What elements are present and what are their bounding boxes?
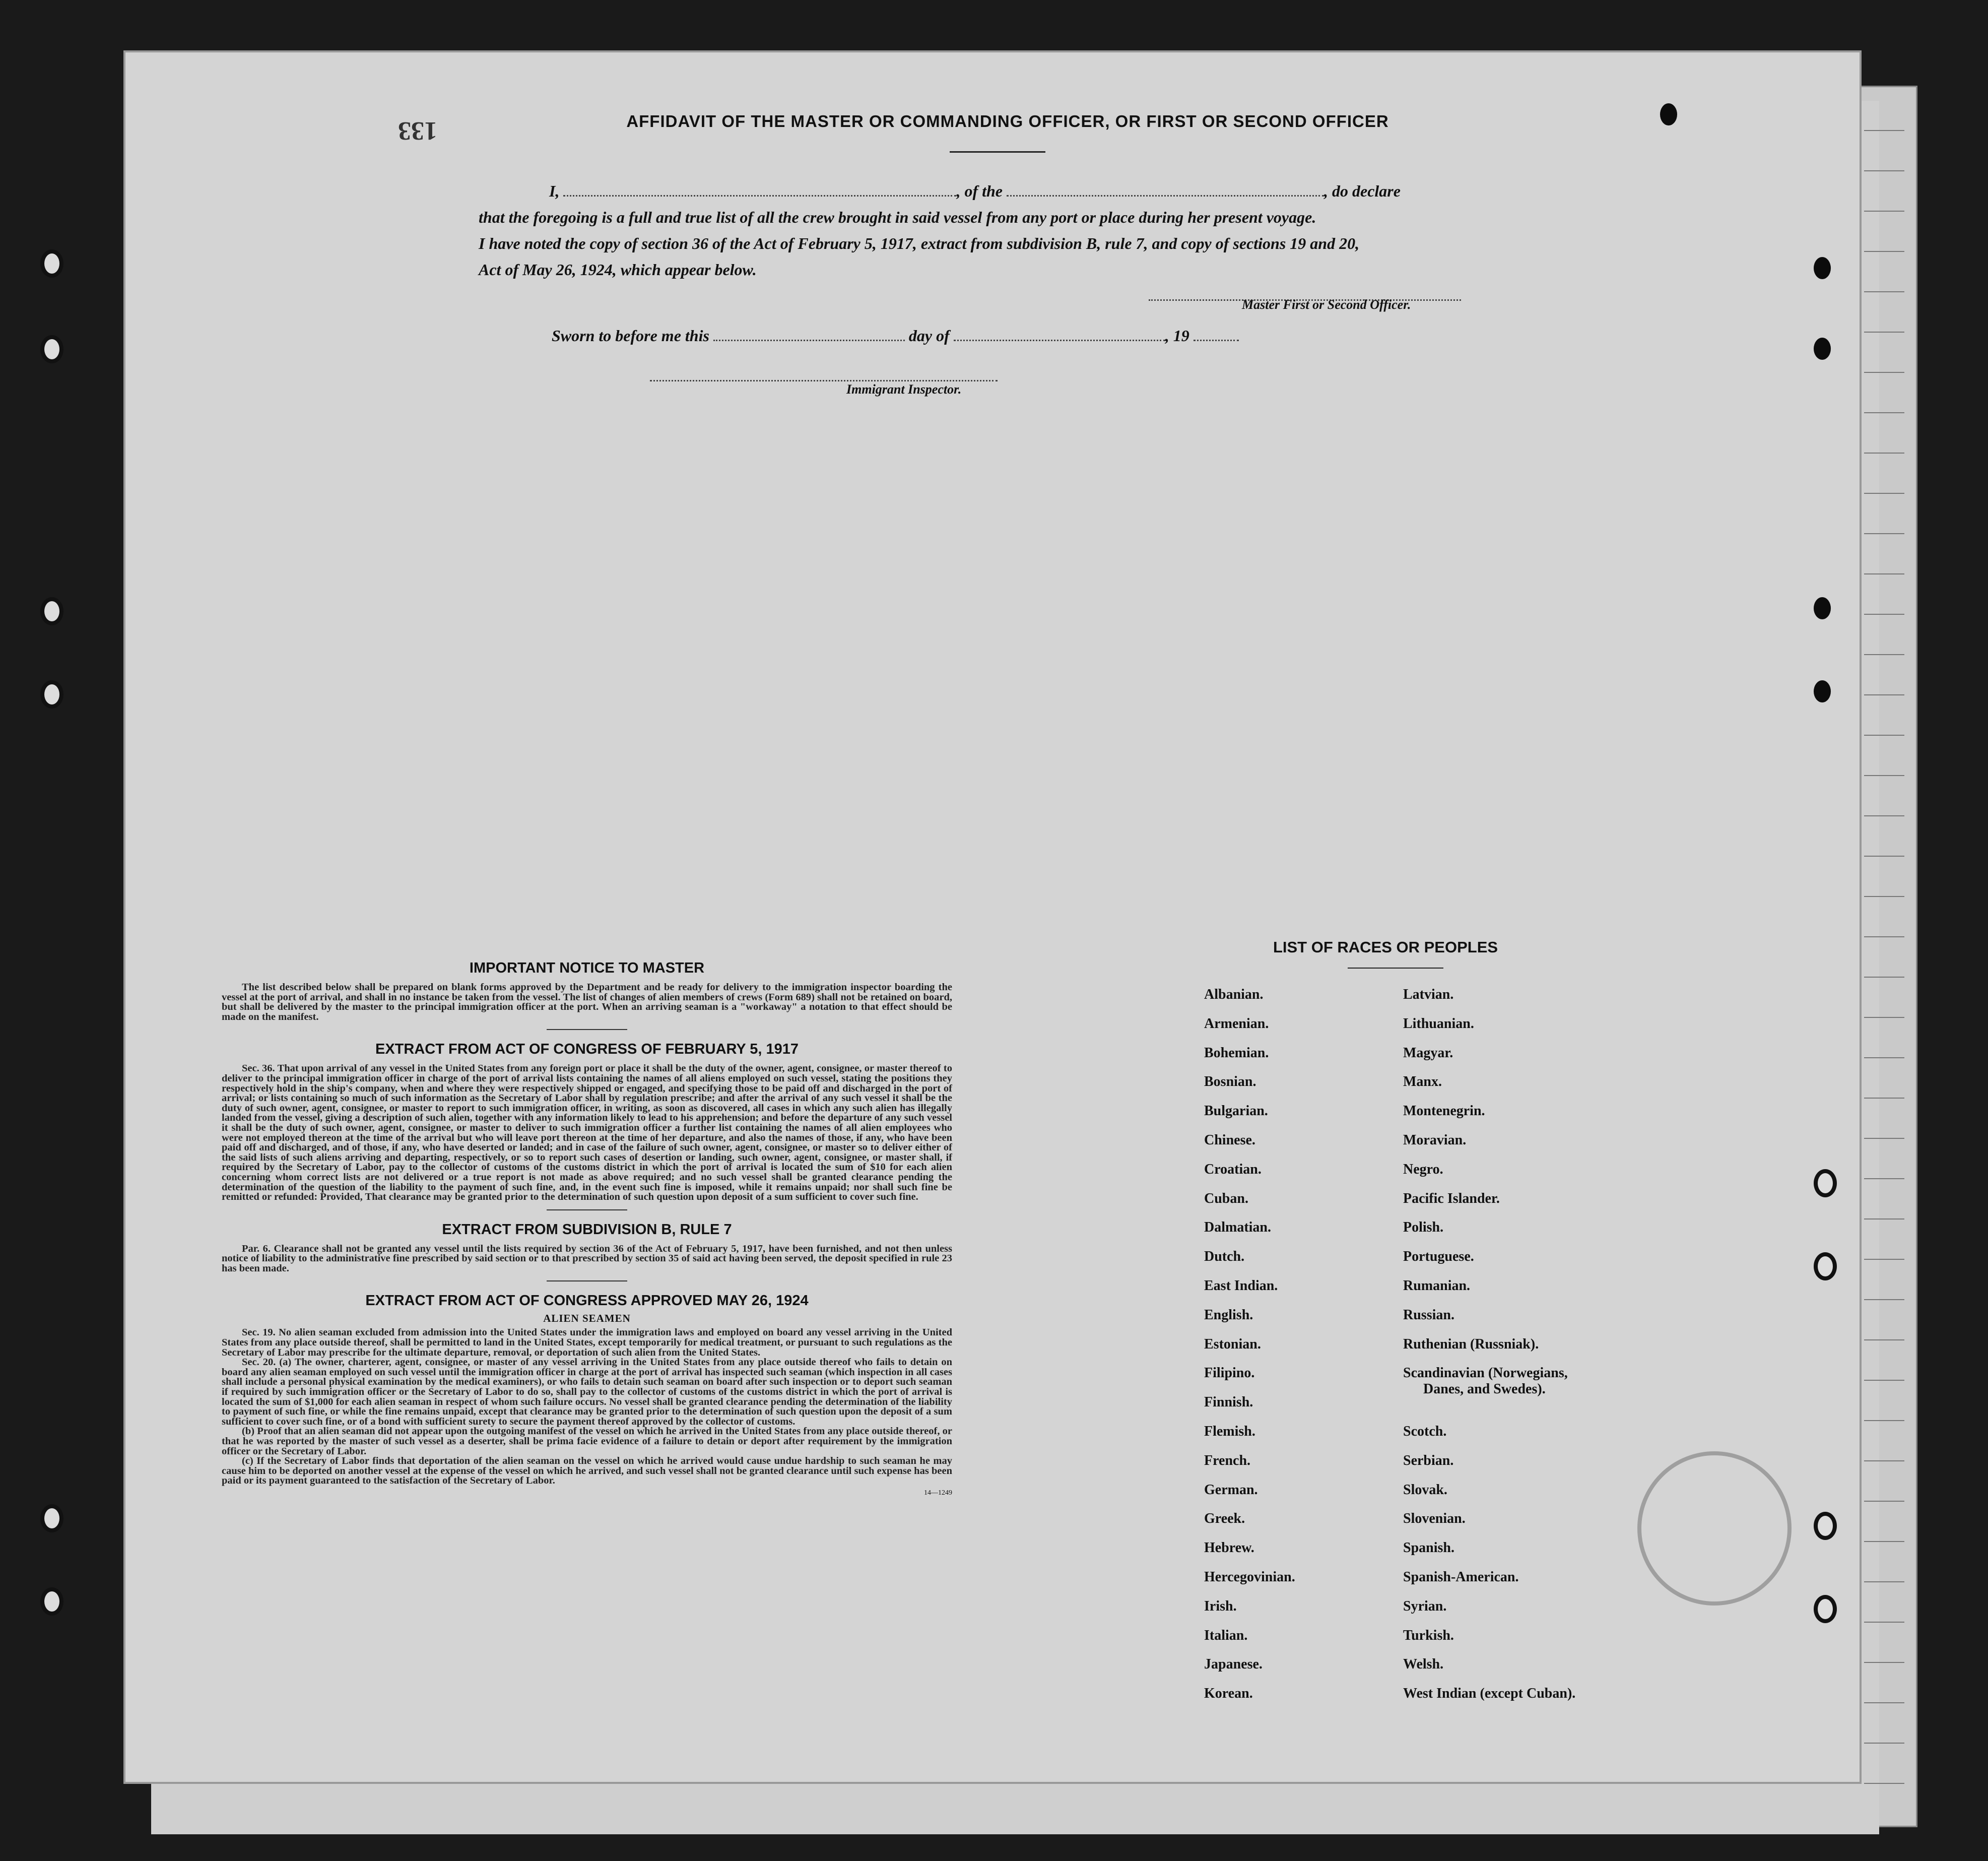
notice-title: IMPORTANT NOTICE TO MASTER bbox=[469, 960, 705, 976]
binder-hole-icon bbox=[40, 680, 63, 709]
race-item: Greek. bbox=[1204, 1511, 1245, 1527]
binder-hole-icon bbox=[40, 1504, 63, 1532]
binder-hole-icon bbox=[40, 335, 63, 363]
sworn-line bbox=[552, 324, 1307, 348]
races-left-column bbox=[1204, 980, 1396, 1708]
sec19-text: Sec. 19. No alien seaman excluded from admission into the United States under the immigration laws and employed on board any vessel arriving in the United States from any place outside thereof, shall be permitted to land in the United States, except temporarily for medical treatment, or pursuant to such regulations as the Secretary of Labor may prescribe for the ultimate departure, removal, or deportation of such alien from the United States. bbox=[222, 1327, 952, 1358]
race-item: Serbian. bbox=[1403, 1452, 1454, 1468]
punch-hole-icon bbox=[1814, 1169, 1837, 1197]
punch-hole-icon bbox=[1814, 1252, 1837, 1280]
sec20b-text: (b) Proof that an alien seaman did not appear upon the outgoing manifest of the vessel on which he arrived in the United States from any place outside thereof, or that he was reported by the master of such vessel as a deserter, shall be prima facie evidence of a failure to detain or deport after requirement by the immigration officer or the Secretary of Labor. bbox=[222, 1426, 952, 1457]
race-item: Polish. bbox=[1403, 1220, 1444, 1236]
race-item: Bohemian. bbox=[1204, 1045, 1269, 1061]
sworn-month-blank bbox=[954, 327, 1165, 341]
punch-hole-icon bbox=[1660, 103, 1677, 125]
declaration-mid: , of the bbox=[956, 182, 1003, 200]
race-item: East Indian. bbox=[1204, 1277, 1278, 1294]
punch-hole-icon bbox=[1814, 680, 1831, 702]
race-item: French. bbox=[1204, 1452, 1251, 1468]
punch-hole-icon bbox=[1814, 1512, 1837, 1540]
page-number: 133 bbox=[398, 116, 437, 145]
section-divider bbox=[547, 1280, 627, 1281]
race-item: Italian. bbox=[1204, 1627, 1248, 1643]
declaration-suffix: , do declare bbox=[1324, 182, 1401, 200]
race-item: Bosnian. bbox=[1204, 1074, 1256, 1090]
extract2-title: EXTRACT FROM SUBDIVISION B, RULE 7 bbox=[442, 1221, 732, 1238]
race-item: Finnish. bbox=[1204, 1394, 1253, 1410]
binder-hole-icon bbox=[40, 249, 63, 278]
race-item: Scotch. bbox=[1403, 1423, 1447, 1439]
declaration-line-3: I have noted the copy of section 36 of the Act of February 5, 1917, extract from subdivision B, rule 7, and copy of sections 19 and 20, bbox=[479, 234, 1360, 252]
race-item: Magyar. bbox=[1403, 1045, 1453, 1061]
race-item: Moravian. bbox=[1403, 1132, 1467, 1148]
extract1-text: Sec. 36. That upon arrival of any vessel in the United States from any foreign port or place it shall be the duty of the owner, agent, consignee, or master thereof to deliver to the principal immigration officer in charge of the port of arrival lists containing the names of all aliens employed on such vessel, stating the positions they respectively hold in the ship's company, when and where they were respectively shipped or engaged, and specifying those to be paid off and discharged in the port of arrival; or lists containing so much of such information as the Secretary of Labor shall by regulation prescribe; and after the arrival of any such vessel it shall be the duty of such owner, agent, consignee, or master to report to such immigration officer, in writing, as soon as discovered, all cases in which any such alien has illegally landed from the vessel, giving a description of such alien, together with any information likely to lead to his apprehension; and before the departure of any such vessel it shall be the duty of such owner, agent, consignee, or master to deliver to such immigration officer a further list containing the names of all alien employees who were not employed thereon at the time of the arrival but who will leave port thereon at the time of her departure, and also the names of those, if any, who have been paid off and discharged, and of those, if any, who have deserted or landed; and in case of the failure of such owner, agent, consignee, or master so to deliver either of the said lists of such aliens arriving and departing, respectively, or so to report such cases of desertion or landing, such owner, agent, consignee, or master shall, if required by the Secretary of Labor, pay to the collector of customs of the customs district in which the port of arrival is located the sum of $10 for each alien concerning whom correct lists are not delivered or a true report is not made as above required; and no such vessel shall be granted clearance pending the determination of the question of the liability to the payment of such fine, and, in the event such fine is imposed, while it remains unpaid; nor shall such fine be remitted or refunded: Provided, That clearance may be granted prior to the determination of such question upon deposit of a sum sufficient to cover such fine. bbox=[222, 1063, 952, 1203]
race-item: Lithuanian. bbox=[1403, 1015, 1474, 1032]
race-item: West Indian (except Cuban). bbox=[1403, 1686, 1576, 1702]
notice-text: The list described below shall be prepared on blank forms approved by the Department and be ready for delivery to the immigration inspector boarding the vessel at the port of arrival, and shall in no instance be taken from the vessel. The list of changes of alien members of crews (Form 689) shall not be retained on board, but shall be delivered by the master to the principal immigration officer at the port. When an arriving seaman is a "workaway" a notation to that effect should be made on the manifest. bbox=[222, 982, 952, 1022]
race-item: Estonian. bbox=[1204, 1336, 1261, 1352]
race-item: Ruthenian (Russniak). bbox=[1403, 1336, 1539, 1352]
declaration-line-2: that the foregoing is a full and true list of all the crew brought in said vessel from any port or place during her present voyage. bbox=[479, 208, 1316, 226]
vessel-blank bbox=[1007, 182, 1324, 197]
sec20a-text: Sec. 20. (a) The owner, charterer, agent, consignee, or master of any vessel arriving in the United States from any place outside thereof who fails to detain on board any alien seaman employed on such vessel until the immigration officer in charge at the port of arrival has inspected such seaman (which inspection in all cases shall include a personal physical examination by the medical examiners), or who fails to detain such seaman on board after such inspection or to deport such seaman if required by such immigration officer or the Secretary of Labor to do so, shall pay to the collector of customs of the customs district in which the port of arrival is located the sum of $1,000 for each alien seaman in respect of whom such failure occurs. No vessel shall be granted clearance pending the determination of the liability to payment of such fine, or while the fine remains unpaid, except that clearance may be granted prior to the determination of such question upon the deposit of a sum sufficient to cover such fine, or of a bond with sufficient surety to secure the payment thereof approved by the collector of customs. bbox=[222, 1357, 952, 1427]
binder-hole-icon bbox=[40, 597, 63, 625]
race-item: German. bbox=[1204, 1482, 1258, 1498]
form-number: 14—1249 bbox=[924, 1489, 952, 1497]
punch-hole-icon bbox=[1814, 1595, 1837, 1623]
extract2-text: Par. 6. Clearance shall not be granted any vessel until the lists required by section 36 of the Act of February 5, 1917, have been furnished, and not then unless notice of liability to the administrative fine prescribed by said section or to that prescribed by section 35 of said act having been served, the deposit specified in rule 23 has been made. bbox=[222, 1243, 952, 1274]
races-title: LIST OF RACES OR PEOPLES bbox=[1273, 938, 1498, 956]
signature-caption: Master First or Second Officer. bbox=[1242, 297, 1411, 312]
extract3-subtitle: ALIEN SEAMEN bbox=[543, 1312, 631, 1325]
declaration-line-4: Act of May 26, 1924, which appear below. bbox=[479, 261, 757, 279]
race-item: Manx. bbox=[1403, 1074, 1442, 1090]
race-item: Chinese. bbox=[1204, 1132, 1255, 1148]
legal-text-block bbox=[222, 960, 952, 1497]
race-item: Japanese. bbox=[1204, 1656, 1263, 1673]
race-item: English. bbox=[1204, 1307, 1253, 1323]
race-item: Flemish. bbox=[1204, 1423, 1255, 1439]
sworn-mid: day of bbox=[908, 327, 950, 345]
race-item: Rumanian. bbox=[1403, 1277, 1471, 1294]
extract3-title: EXTRACT FROM ACT OF CONGRESS APPROVED MAY 26, 1924 bbox=[365, 1293, 809, 1309]
sworn-year-blank bbox=[1194, 327, 1239, 341]
declaration-prefix: I, bbox=[549, 182, 560, 200]
race-item: Filipino. bbox=[1204, 1365, 1255, 1381]
sworn-year: , 19 bbox=[1165, 327, 1189, 345]
race-item: Spanish-American. bbox=[1403, 1569, 1519, 1585]
race-item: Hebrew. bbox=[1204, 1540, 1254, 1556]
section-divider bbox=[547, 1029, 627, 1030]
race-item: Russian. bbox=[1403, 1307, 1454, 1323]
race-item: Irish. bbox=[1204, 1598, 1237, 1614]
inspector-signature-line bbox=[650, 367, 998, 381]
race-item: Bulgarian. bbox=[1204, 1103, 1268, 1119]
race-item: Spanish. bbox=[1403, 1540, 1454, 1556]
race-item: Slovak. bbox=[1403, 1482, 1447, 1498]
race-item: Korean. bbox=[1204, 1686, 1253, 1702]
race-item: Armenian. bbox=[1204, 1015, 1269, 1032]
punch-hole-icon bbox=[1814, 597, 1831, 619]
extract1-title: EXTRACT FROM ACT OF CONGRESS OF FEBRUARY 5, 1917 bbox=[375, 1041, 799, 1058]
race-item: Dutch. bbox=[1204, 1249, 1245, 1265]
race-item: Croatian. bbox=[1204, 1161, 1262, 1177]
affidavit-title: AFFIDAVIT OF THE MASTER OR COMMANDING OFFICER, OR FIRST OR SECOND OFFICER bbox=[626, 112, 1389, 131]
section-divider bbox=[547, 1209, 627, 1210]
name-blank bbox=[563, 182, 956, 197]
binder-hole-icon bbox=[40, 1587, 63, 1616]
punch-hole-icon bbox=[1814, 338, 1831, 360]
race-item: Pacific Islander. bbox=[1403, 1190, 1500, 1206]
race-item: Dalmatian. bbox=[1204, 1220, 1271, 1236]
race-item: Slovenian. bbox=[1403, 1511, 1466, 1527]
declaration-line-1 bbox=[549, 179, 1557, 203]
races-right-column bbox=[1403, 980, 1705, 1708]
inspector-caption: Immigrant Inspector. bbox=[846, 382, 962, 397]
race-item: Negro. bbox=[1403, 1161, 1443, 1177]
race-item: Danes, and Swedes). bbox=[1423, 1381, 1546, 1397]
race-item: Welsh. bbox=[1403, 1656, 1444, 1673]
race-item: Montenegrin. bbox=[1403, 1103, 1485, 1119]
sworn-date-blank bbox=[713, 327, 905, 341]
race-item: Latvian. bbox=[1403, 987, 1454, 1002]
races-divider bbox=[1348, 968, 1443, 969]
sec20c-text: (c) If the Secretary of Labor finds that deportation of the alien seaman on the vessel on which he arrived would cause undue hardship to such seaman he may cause him to be deported on another vessel at the expense of the vessel on which he arrived, and such vessel shall not be granted clearance until such expense has been paid or its payment guaranteed to the satisfaction of the Secretary of Labor. bbox=[222, 1455, 952, 1487]
ruled-edge bbox=[1864, 91, 1904, 1804]
race-item: Syrian. bbox=[1403, 1598, 1447, 1614]
race-item: Scandinavian (Norwegians, bbox=[1403, 1365, 1568, 1381]
race-item: Cuban. bbox=[1204, 1190, 1248, 1206]
sworn-prefix: Sworn to before me this bbox=[552, 327, 709, 345]
race-item: Portuguese. bbox=[1403, 1249, 1474, 1265]
punch-hole-icon bbox=[1814, 257, 1831, 279]
title-divider bbox=[950, 151, 1045, 153]
race-item: Albanian. bbox=[1204, 987, 1264, 1002]
race-item: Hercegovinian. bbox=[1204, 1569, 1295, 1585]
race-item: Turkish. bbox=[1403, 1627, 1454, 1643]
